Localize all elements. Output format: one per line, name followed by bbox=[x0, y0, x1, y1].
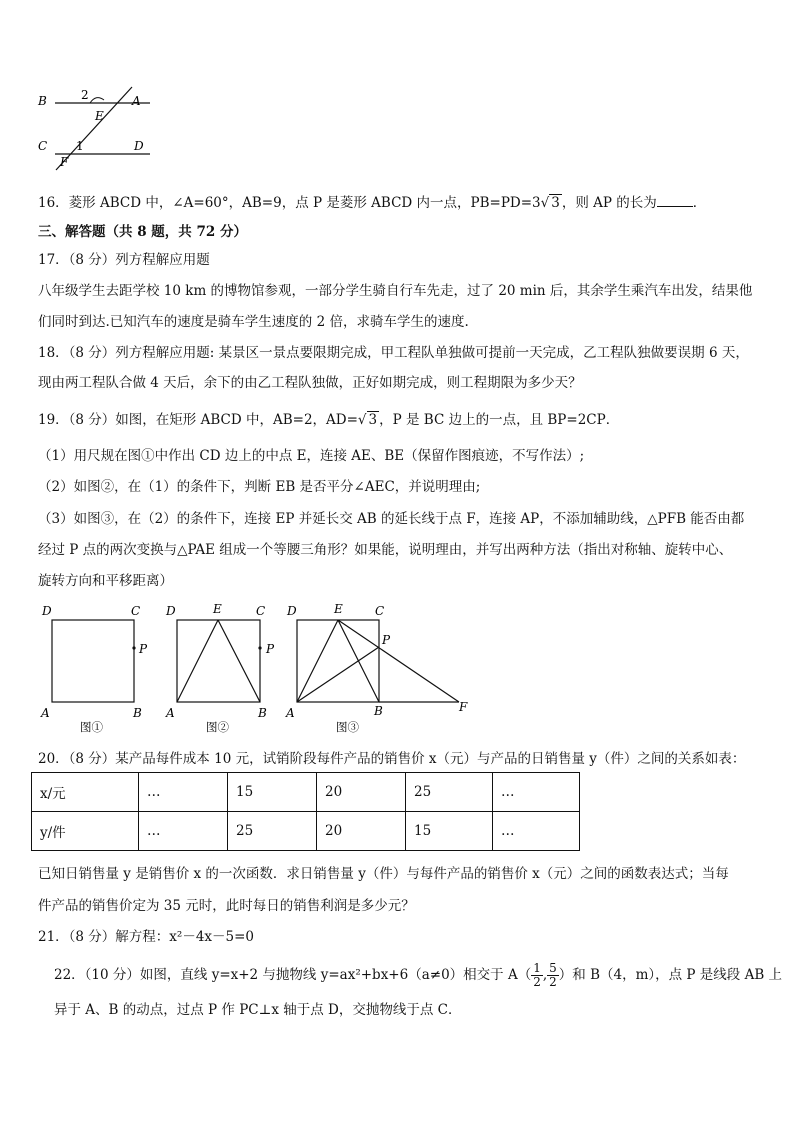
fig2-E: E bbox=[213, 602, 222, 616]
point-p-fig2 bbox=[258, 646, 261, 649]
label-B: B bbox=[38, 94, 47, 108]
question-19-part-2: （2）如图②，在（1）的条件下，判断 EB 是否平分∠AEC，并说明理由; bbox=[38, 479, 481, 495]
question-17-line-1: 八年级学生去距学校 10 km 的博物馆参观，一部分学生骑自行车先走，过了 20 min 后，其余学生乘汽车出发，结果他 bbox=[38, 283, 753, 299]
segment-ae-fig2 bbox=[177, 620, 218, 702]
table-cell: 20 bbox=[317, 773, 406, 812]
table-cell: 25 bbox=[406, 773, 493, 812]
question-22-stem: 22．（10 分）如图，直线 y=x+2 与抛物线 y=ax²+bx+6（a≠0）相交于 A（ $\frac{1}{2}$ , $\frac{5}{2}$ ）和 B（4，m），点 P 是线段 AB 上 bbox=[54, 961, 783, 989]
fig2-P: P bbox=[266, 642, 275, 656]
question-20-line-2: 件产品的销售价定为 35 元时，此时每日的销售利润是多少元？ bbox=[38, 898, 415, 914]
question-18-line-2: 现由两工程队合做 4 天后，余下的由乙工程队独做，正好如期完成，则工程期限为多少天？ bbox=[38, 375, 582, 391]
table-cell: … bbox=[493, 812, 580, 851]
parallel-lines-figure bbox=[30, 82, 160, 172]
fraction-5-2: $\frac{5}{2}$ bbox=[549, 961, 557, 989]
fig3-P: P bbox=[382, 633, 391, 647]
fig1-A: A bbox=[41, 706, 50, 720]
rect-fig3 bbox=[297, 620, 379, 702]
question-16: 16．菱形 ABCD 中，∠A=60°，AB=9，点 P 是菱形 ABCD 内一点，PB=PD=3√ 3 ，则 AP 的长为 ． bbox=[38, 192, 760, 213]
table-cell: 15 bbox=[228, 773, 317, 812]
question-18-line-1: 18．（8 分）列方程解应用题: 某景区一景点要限期完成，甲工程队单独做可提前一天完成，乙工程队独做要误期 6 天， bbox=[38, 345, 749, 361]
table-cell: x/元 bbox=[32, 773, 139, 812]
question-21: 21．（8 分）解方程：x²－4x－5=0 bbox=[38, 929, 255, 945]
angle-2-arc bbox=[90, 98, 104, 103]
label-F: F bbox=[60, 155, 69, 169]
sqrt-symbol: √ 3 bbox=[357, 412, 378, 428]
table-row bbox=[32, 812, 580, 851]
sqrt-symbol: √ 3 bbox=[540, 195, 560, 211]
question-19-part-1: （1）用尺规在图①中作出 CD 边上的中点 E，连接 AE、BE（保留作图痕迹，不写作法）; bbox=[38, 448, 585, 464]
segment-ae-fig3 bbox=[297, 620, 338, 702]
table-cell: … bbox=[139, 812, 228, 851]
table-cell: 25 bbox=[228, 812, 317, 851]
table-row bbox=[32, 773, 580, 812]
question-17-line-2: 们同时到达.已知汽车的速度是骑车学生速度的 2 倍，求骑车学生的速度. bbox=[38, 314, 469, 330]
rect-fig2 bbox=[177, 620, 260, 702]
question-19-part-3c: 旋转方向和平移距离） bbox=[38, 573, 173, 589]
label-A: A bbox=[132, 94, 141, 108]
label-2: 2 bbox=[81, 88, 89, 102]
fig2-C: C bbox=[256, 604, 266, 618]
fig3-B: B bbox=[374, 704, 383, 718]
question-19-part-3b: 经过 P 点的两次变换与△PAE 组成一个等腰三角形？如果能，说明理由，并写出两种方法（指出对称轴、旋转中心、 bbox=[38, 542, 733, 558]
figures-19 bbox=[30, 598, 480, 738]
fig3-E: E bbox=[334, 602, 343, 616]
table-cell: … bbox=[493, 773, 580, 812]
price-sales-table bbox=[31, 772, 580, 851]
fig1-B: B bbox=[133, 706, 142, 720]
label-E: E bbox=[95, 109, 104, 123]
rect-fig1 bbox=[52, 620, 134, 702]
question-20-line-1: 已知日销售量 y 是销售价 x 的一次函数．求日销售量 y（件）与每件产品的销售价 x（元）之间的函数表达式；当每 bbox=[38, 866, 729, 882]
fig2-B: B bbox=[258, 706, 267, 720]
table-cell: … bbox=[139, 773, 228, 812]
table-cell: 15 bbox=[406, 812, 493, 851]
answer-blank bbox=[657, 192, 693, 207]
fig2-A: A bbox=[166, 706, 175, 720]
question-19-stem: 19．（8 分）如图，在矩形 ABCD 中，AB=2，AD=√ 3 ，P 是 BC 边上的一点，且 BP=2CP． bbox=[38, 412, 620, 428]
fig3-C: C bbox=[375, 604, 385, 618]
section-3-heading: 三、解答题（共 8 题，共 72 分） bbox=[38, 224, 247, 240]
table-cell: y/件 bbox=[32, 812, 139, 851]
question-20-intro: 20．（8 分）某产品每件成本 10 元，试销阶段每件产品的销售价 x（元）与产品的日销售量 y（件）之间的关系如表： bbox=[38, 751, 746, 767]
fig1-C: C bbox=[131, 604, 141, 618]
segment-be-fig2 bbox=[218, 620, 260, 702]
segment-ap-fig3 bbox=[297, 647, 379, 702]
fig1-P: P bbox=[139, 642, 148, 656]
point-p-fig1 bbox=[132, 646, 135, 649]
question-17-title: 17．（8 分）列方程解应用题 bbox=[38, 252, 210, 268]
fig2-D: D bbox=[166, 604, 176, 618]
fig3-D: D bbox=[287, 604, 297, 618]
fig3-caption: 图③ bbox=[336, 720, 359, 734]
label-C: C bbox=[38, 139, 48, 153]
label-D: D bbox=[134, 139, 144, 153]
fig3-A: A bbox=[286, 706, 295, 720]
table-cell: 20 bbox=[317, 812, 406, 851]
fraction-1-2: $\frac{1}{2}$ bbox=[533, 961, 541, 989]
segment-ef-fig3 bbox=[338, 620, 459, 702]
label-1: 1 bbox=[76, 139, 84, 153]
question-19-part-3a: （3）如图③，在（2）的条件下，连接 EP 并延长交 AB 的延长线于点 F，连接 AP，不添加辅助线，△PFB 能否由都 bbox=[38, 511, 745, 527]
fig1-caption: 图① bbox=[80, 720, 103, 734]
fig3-F: F bbox=[459, 700, 468, 714]
question-22-line-2: 异于 A、B 的动点，过点 P 作 PC⊥x 轴于点 D，交抛物线于点 C． bbox=[54, 1002, 462, 1018]
fig2-caption: 图② bbox=[206, 720, 229, 734]
fig1-D: D bbox=[42, 604, 52, 618]
